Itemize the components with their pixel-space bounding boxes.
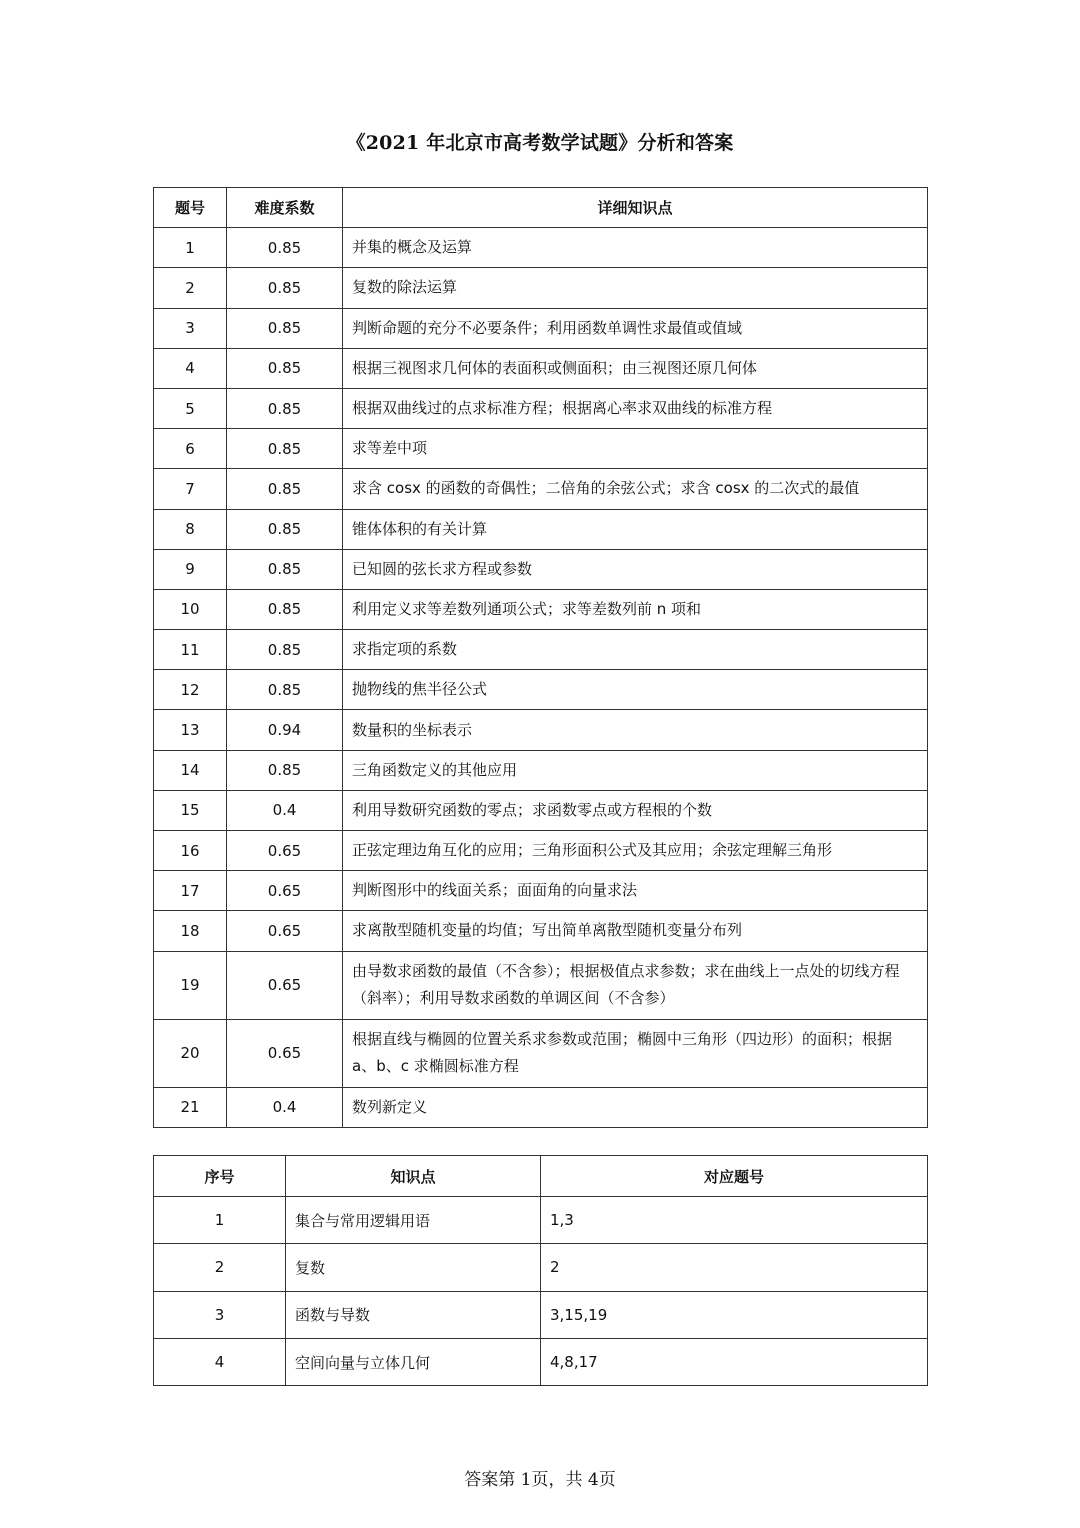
question-no-cell: 11: [154, 630, 227, 670]
question-no-cell: 16: [154, 831, 227, 871]
knowledge-points-cell: 求等差中项: [343, 429, 928, 469]
question-no-cell: 4: [154, 348, 227, 388]
question-numbers-cell: 2: [541, 1244, 928, 1291]
difficulty-cell: 0.85: [227, 308, 343, 348]
question-no-cell: 14: [154, 750, 227, 790]
header-serial-no: 序号: [154, 1156, 286, 1197]
header-knowledge-points: 详细知识点: [343, 188, 928, 228]
table-row: [154, 710, 928, 750]
difficulty-cell: 0.85: [227, 268, 343, 308]
table-row: [154, 429, 928, 469]
difficulty-cell: 0.85: [227, 589, 343, 629]
header-difficulty: 难度系数: [227, 188, 343, 228]
question-no-cell: 20: [154, 1019, 227, 1087]
question-no-cell: 5: [154, 388, 227, 428]
table-row: [154, 670, 928, 710]
difficulty-cell: 0.85: [227, 348, 343, 388]
table-row: [154, 790, 928, 830]
header-question-numbers: 对应题号: [541, 1156, 928, 1197]
table-row: [154, 268, 928, 308]
knowledge-points-cell: 求含 cosx 的函数的奇偶性；二倍角的余弦公式；求含 cosx 的二次式的最值: [343, 469, 928, 509]
knowledge-points-cell: 由导数求函数的最值（不含参）；根据极值点求参数；求在曲线上一点处的切线方程（斜率）；利用导数求函数的单调区间（不含参）: [343, 951, 928, 1019]
difficulty-cell: 0.94: [227, 710, 343, 750]
difficulty-cell: 0.4: [227, 790, 343, 830]
knowledge-points-cell: 抛物线的焦半径公式: [343, 670, 928, 710]
table-header-row: [154, 188, 928, 228]
knowledge-points-cell: 复数的除法运算: [343, 268, 928, 308]
table-row: [154, 1244, 928, 1291]
knowledge-points-cell: 数列新定义: [343, 1087, 928, 1127]
table-row: [154, 348, 928, 388]
question-no-cell: 18: [154, 911, 227, 951]
difficulty-cell: 0.65: [227, 831, 343, 871]
question-no-cell: 1: [154, 228, 227, 268]
knowledge-points-cell: 已知圆的弦长求方程或参数: [343, 549, 928, 589]
table-row: [154, 911, 928, 951]
knowledge-points-cell: 根据三视图求几何体的表面积或侧面积；由三视图还原几何体: [343, 348, 928, 388]
knowledge-points-cell: 求指定项的系数: [343, 630, 928, 670]
difficulty-cell: 0.65: [227, 911, 343, 951]
knowledge-points-cell: 求离散型随机变量的均值；写出简单离散型随机变量分布列: [343, 911, 928, 951]
difficulty-cell: 0.85: [227, 630, 343, 670]
table-row: [154, 1338, 928, 1385]
difficulty-cell: 0.65: [227, 951, 343, 1019]
table-row: [154, 589, 928, 629]
question-no-cell: 17: [154, 871, 227, 911]
question-no-cell: 9: [154, 549, 227, 589]
table-row: [154, 388, 928, 428]
table-row: [154, 750, 928, 790]
table-row: [154, 871, 928, 911]
question-no-cell: 8: [154, 509, 227, 549]
topic-cell: 集合与常用逻辑用语: [286, 1197, 541, 1244]
table-row: [154, 1291, 928, 1338]
question-no-cell: 10: [154, 589, 227, 629]
question-no-cell: 2: [154, 268, 227, 308]
question-no-cell: 6: [154, 429, 227, 469]
knowledge-points-cell: 正弦定理边角互化的应用；三角形面积公式及其应用；余弦定理解三角形: [343, 831, 928, 871]
question-numbers-cell: 1,3: [541, 1197, 928, 1244]
difficulty-cell: 0.85: [227, 549, 343, 589]
question-no-cell: 13: [154, 710, 227, 750]
knowledge-points-cell: 锥体体积的有关计算: [343, 509, 928, 549]
difficulty-cell: 0.85: [227, 388, 343, 428]
table-row: [154, 1019, 928, 1087]
knowledge-points-cell: 利用导数研究函数的零点；求函数零点或方程根的个数: [343, 790, 928, 830]
header-question-no: 题号: [154, 188, 227, 228]
knowledge-points-cell: 根据双曲线过的点求标准方程；根据离心率求双曲线的标准方程: [343, 388, 928, 428]
knowledge-points-cell: 数量积的坐标表示: [343, 710, 928, 750]
table-row: [154, 509, 928, 549]
header-topic: 知识点: [286, 1156, 541, 1197]
topic-table: [153, 1155, 928, 1386]
serial-no-cell: 1: [154, 1197, 286, 1244]
table-row: [154, 1087, 928, 1127]
difficulty-cell: 0.85: [227, 469, 343, 509]
table-row: [154, 951, 928, 1019]
question-no-cell: 21: [154, 1087, 227, 1127]
knowledge-points-cell: 判断图形中的线面关系；面面角的向量求法: [343, 871, 928, 911]
topic-cell: 函数与导数: [286, 1291, 541, 1338]
knowledge-points-cell: 判断命题的充分不必要条件；利用函数单调性求最值或值域: [343, 308, 928, 348]
knowledge-points-cell: 并集的概念及运算: [343, 228, 928, 268]
question-no-cell: 12: [154, 670, 227, 710]
knowledge-points-cell: 三角函数定义的其他应用: [343, 750, 928, 790]
table-row: [154, 308, 928, 348]
question-no-cell: 19: [154, 951, 227, 1019]
table-row: [154, 549, 928, 589]
question-no-cell: 3: [154, 308, 227, 348]
difficulty-cell: 0.85: [227, 750, 343, 790]
table-row: [154, 831, 928, 871]
table-row: [154, 228, 928, 268]
difficulty-cell: 0.4: [227, 1087, 343, 1127]
difficulty-cell: 0.85: [227, 228, 343, 268]
knowledge-points-cell: 根据直线与椭圆的位置关系求参数或范围；椭圆中三角形（四边形）的面积；根据 a、b、c 求椭圆标准方程: [343, 1019, 928, 1087]
table-row: [154, 1197, 928, 1244]
question-no-cell: 15: [154, 790, 227, 830]
page-footer: 答案第 1页，共 4页: [464, 1470, 616, 1490]
page-title: 《2021 年北京市高考数学试题》分析和答案: [346, 132, 734, 154]
difficulty-cell: 0.85: [227, 429, 343, 469]
table-row: [154, 469, 928, 509]
difficulty-table: [153, 187, 928, 1128]
difficulty-cell: 0.85: [227, 670, 343, 710]
question-no-cell: 7: [154, 469, 227, 509]
table-row: [154, 630, 928, 670]
question-numbers-cell: 3,15,19: [541, 1291, 928, 1338]
topic-cell: 复数: [286, 1244, 541, 1291]
difficulty-cell: 0.65: [227, 871, 343, 911]
difficulty-cell: 0.65: [227, 1019, 343, 1087]
topic-cell: 空间向量与立体几何: [286, 1338, 541, 1385]
difficulty-cell: 0.85: [227, 509, 343, 549]
question-numbers-cell: 4,8,17: [541, 1338, 928, 1385]
knowledge-points-cell: 利用定义求等差数列通项公式；求等差数列前 n 项和: [343, 589, 928, 629]
serial-no-cell: 4: [154, 1338, 286, 1385]
serial-no-cell: 3: [154, 1291, 286, 1338]
serial-no-cell: 2: [154, 1244, 286, 1291]
table-header-row: [154, 1156, 928, 1197]
